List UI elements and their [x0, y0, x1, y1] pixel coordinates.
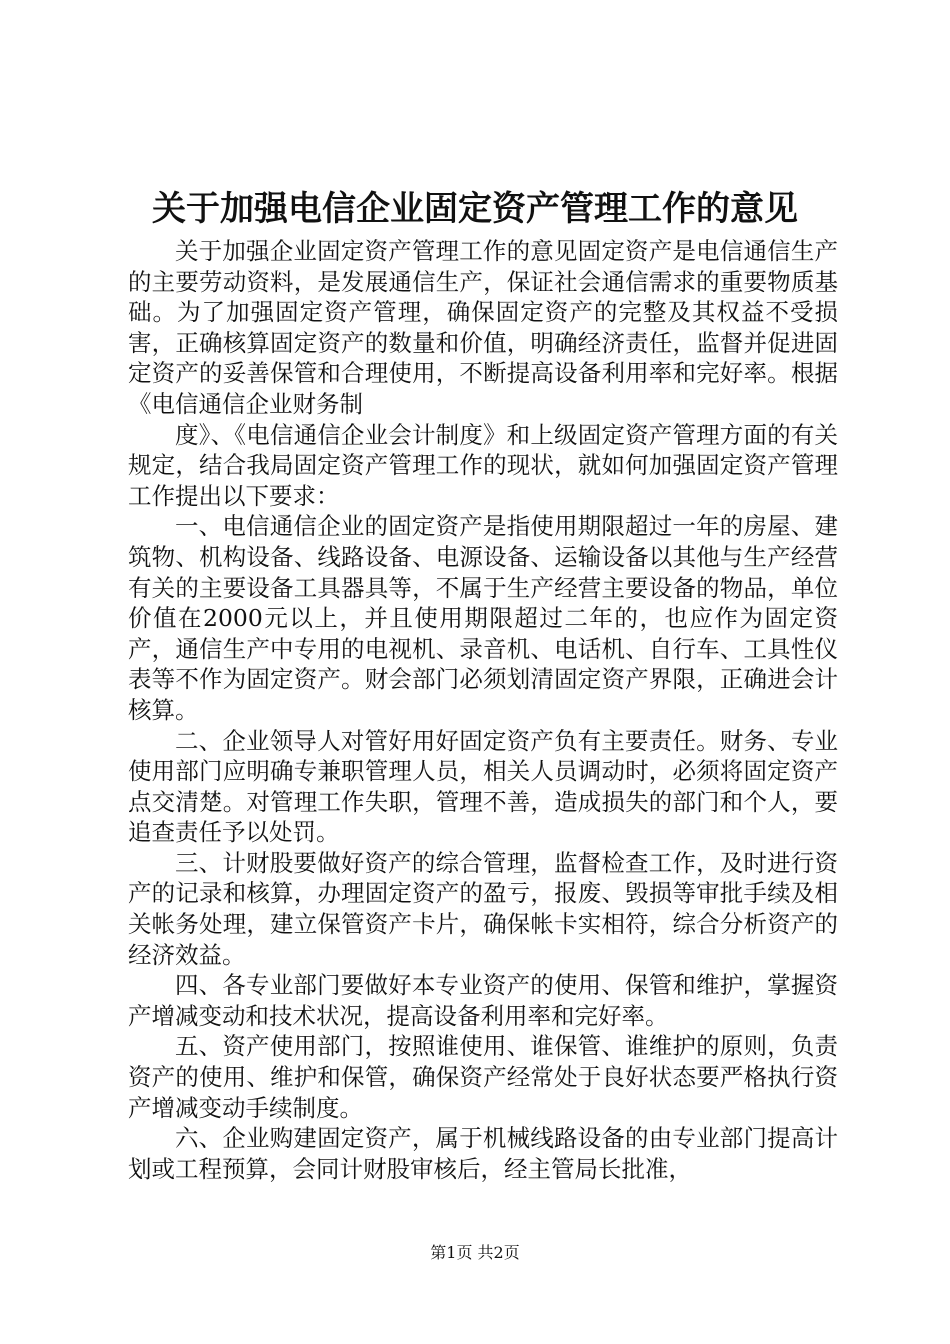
paragraph-item-5: 五、资产使用部门，按照谁使用、谁保管、谁维护的原则，负责资产的使用、维护和保管，确保资产经常处于良好状态要严格执行资产增减变动手续制度。: [128, 1032, 838, 1122]
paragraph-item-4: 四、各专业部门要做好本专业资产的使用、保管和维护，掌握资产增减变动和技术状况，提高设备利用率和完好率。: [128, 971, 838, 1030]
page-number-footer: 第1页 共2页: [430, 1243, 520, 1262]
paragraph-item-3: 三、计财股要做好资产的综合管理，监督检查工作，及时进行资产的记录和核算，办理固定资产的盈亏，报废、毁损等审批手续及相关帐务处理，建立保管资产卡片，确保帐卡实相符，综合分析资产的经济效益。: [128, 848, 838, 969]
paragraph-item-6: 六、企业购建固定资产，属于机械线路设备的由专业部门提高计划或工程预算，会同计财股审核后，经主管局长批准，: [128, 1124, 838, 1183]
paragraph-intro-continued: 度》、《电信通信企业会计制度》和上级固定资产管理方面的有关规定，结合我局固定资产管理工作的现状，就如何加强固定资产管理工作提出以下要求：: [128, 420, 838, 510]
document-body: [128, 236, 838, 1184]
document-title: 关于加强电信企业固定资产管理工作的意见: [152, 189, 798, 229]
paragraph-item-2: 二、企业领导人对管好用好固定资产负有主要责任。财务、专业使用部门应明确专兼职管理人员，相关人员调动时，必须将固定资产点交清楚。对管理工作失职，管理不善，造成损失的部门和个人，要追查责任予以处罚。: [128, 726, 838, 847]
paragraph-intro: 关于加强企业固定资产管理工作的意见固定资产是电信通信生产的主要劳动资料，是发展通信生产，保证社会通信需求的重要物质基础。为了加强固定资产管理，确保固定资产的完整及其权益不受损害，正确核算固定资产的数量和价值，明确经济责任，监督并促进固定资产的妥善保管和合理使用，不断提高设备利用率和完好率。根据《电信通信企业财务制: [128, 237, 838, 418]
paragraph-item-1: 一、电信通信企业的固定资产是指使用期限超过一年的房屋、建筑物、机构设备、线路设备、电源设备、运输设备以其他与生产经营有关的主要设备工具器具等，不属于生产经营主要设备的物品，单位价值在2000元以上，并且使用期限超过二年的，也应作为固定资产，通信生产中专用的电视机、录音机、电话机、自行车、工具性仪表等不作为固定资产。财会部门必须划清固定资产界限，正确进会计核算。: [128, 512, 838, 724]
